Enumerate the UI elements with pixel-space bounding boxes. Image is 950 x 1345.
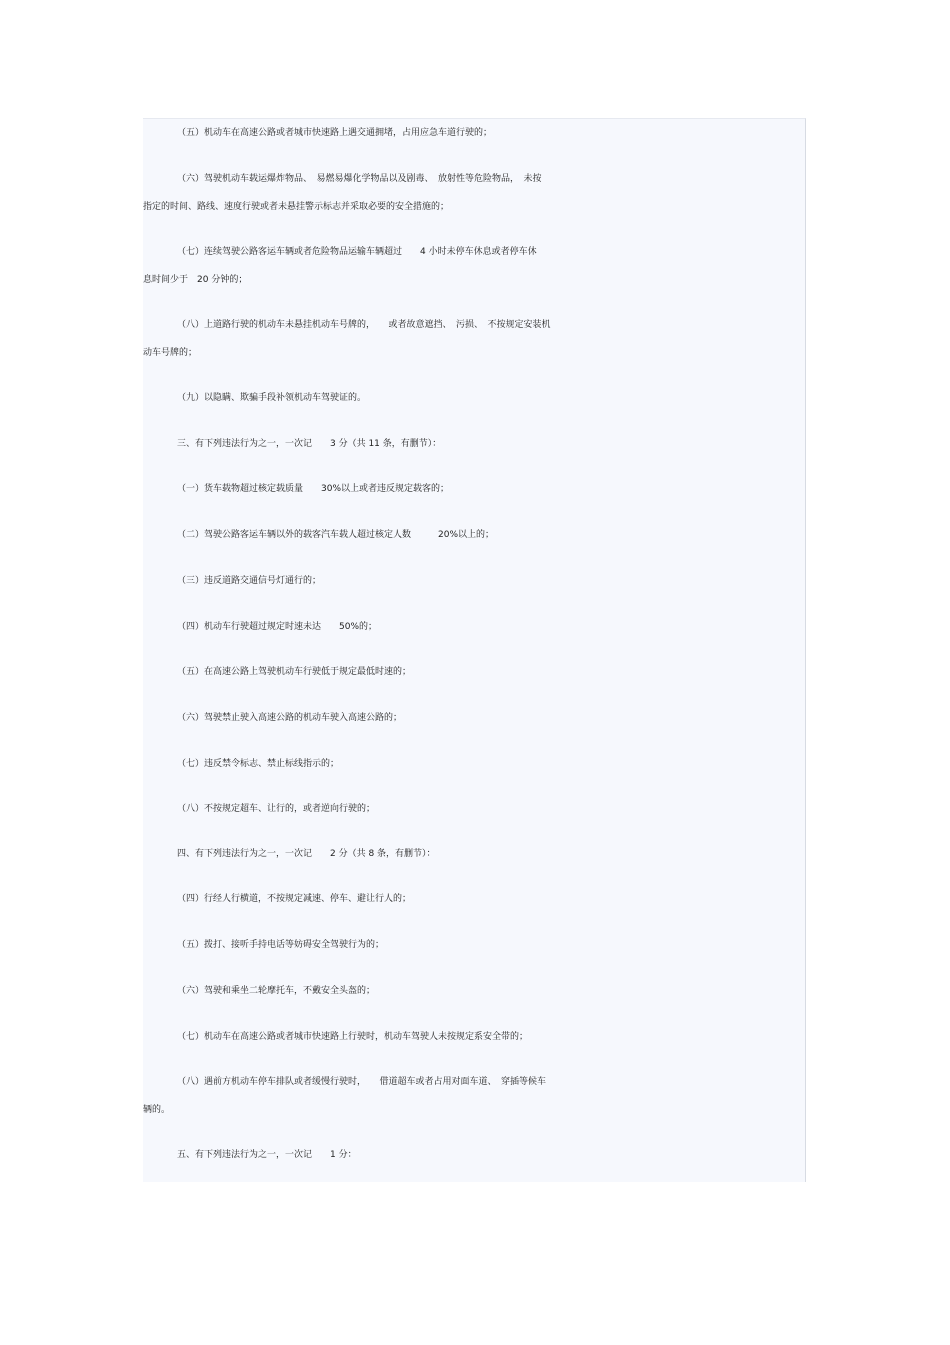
content-box — [143, 118, 806, 1182]
text-line: （四）行经人行横道，不按规定减速、停车、避让行人的； — [177, 894, 412, 904]
text-line: 五、有下列违法行为之一，一次记 1 分： — [177, 1150, 357, 1160]
text-line: （八）遇前方机动车停车排队或者缓慢行驶时， 借道超车或者占用对面车道、 穿插等候车 — [177, 1077, 547, 1087]
text-line: （七）违反禁令标志、禁止标线指示的； — [177, 759, 340, 769]
text-line: （五）拨打、接听手持电话等妨碍安全驾驶行为的； — [177, 940, 385, 950]
text-line: （五）在高速公路上驾驶机动车行驶低于规定最低时速的； — [177, 667, 412, 677]
text-line: （七）连续驾驶公路客运车辆或者危险物品运输车辆超过 4 小时未停车休息或者停车休 — [177, 247, 537, 257]
text-line: （三）违反道路交通信号灯通行的； — [177, 576, 322, 586]
text-line: 四、有下列违法行为之一，一次记 2 分（共 8 条，有删节）： — [177, 849, 436, 859]
section-heading-3 — [143, 430, 803, 458]
paragraph-20 — [143, 1068, 803, 1124]
paragraph-8 — [143, 521, 803, 549]
paragraph-12 — [143, 704, 803, 732]
text-line: 动车号牌的； — [143, 348, 198, 358]
text-line: （六）驾驶机动车载运爆炸物品、 易燃易爆化学物品以及剧毒、 放射性等危险物品， 未按 — [177, 174, 542, 184]
text-line: （五）机动车在高速公路或者城市快速路上遇交通拥堵，占用应急车道行驶的； — [177, 128, 493, 138]
text-line: （四）机动车行驶超过规定时速未达 50%的； — [177, 622, 378, 632]
text-line: （一）货车载物超过核定载质量 30%以上或者违反规定载客的； — [177, 484, 450, 494]
paragraph-5 — [143, 384, 803, 412]
text-line: （八）上道路行驶的机动车未悬挂机动车号牌的， 或者故意遮挡、 污损、 不按规定安装机 — [177, 320, 551, 330]
text-line: （六）驾驶禁止驶入高速公路的机动车驶入高速公路的； — [177, 713, 403, 723]
paragraph-16 — [143, 885, 803, 913]
paragraph-19 — [143, 1023, 803, 1051]
text-line: 辆的。 — [143, 1105, 171, 1115]
paragraph-11 — [143, 658, 803, 686]
text-line: （八）不按规定超车、让行的，或者逆向行驶的； — [177, 804, 376, 814]
text-line: 息时间少于 20 分钟的； — [143, 275, 248, 285]
paragraph-4 — [143, 311, 803, 367]
paragraph-13 — [143, 750, 803, 778]
paragraph-14 — [143, 795, 803, 823]
paragraph-1 — [143, 119, 803, 147]
text-line: （六）驾驶和乘坐二轮摩托车，不戴安全头盔的； — [177, 986, 376, 996]
section-heading-5 — [143, 1141, 803, 1169]
paragraph-3 — [143, 238, 803, 294]
text-line: （九）以隐瞒、欺骗手段补领机动车驾驶证的。 — [177, 393, 367, 403]
paragraph-10 — [143, 613, 803, 641]
text-line: （二）驾驶公路客运车辆以外的载客汽车载人超过核定人数 20%以上的； — [177, 530, 495, 540]
paragraph-2 — [143, 165, 803, 221]
paragraph-17 — [143, 931, 803, 959]
paragraph-7 — [143, 475, 803, 503]
section-heading-4 — [143, 840, 803, 868]
text-line: 三、有下列违法行为之一，一次记 3 分（共 11 条，有删节）： — [177, 439, 442, 449]
paragraph-9 — [143, 567, 803, 595]
text-line: （七）机动车在高速公路或者城市快速路上行驶时，机动车驾驶人未按规定系安全带的； — [177, 1032, 529, 1042]
paragraph-18 — [143, 977, 803, 1005]
text-line: 指定的时间、路线、速度行驶或者未悬挂警示标志并采取必要的安全措施的； — [143, 202, 450, 212]
